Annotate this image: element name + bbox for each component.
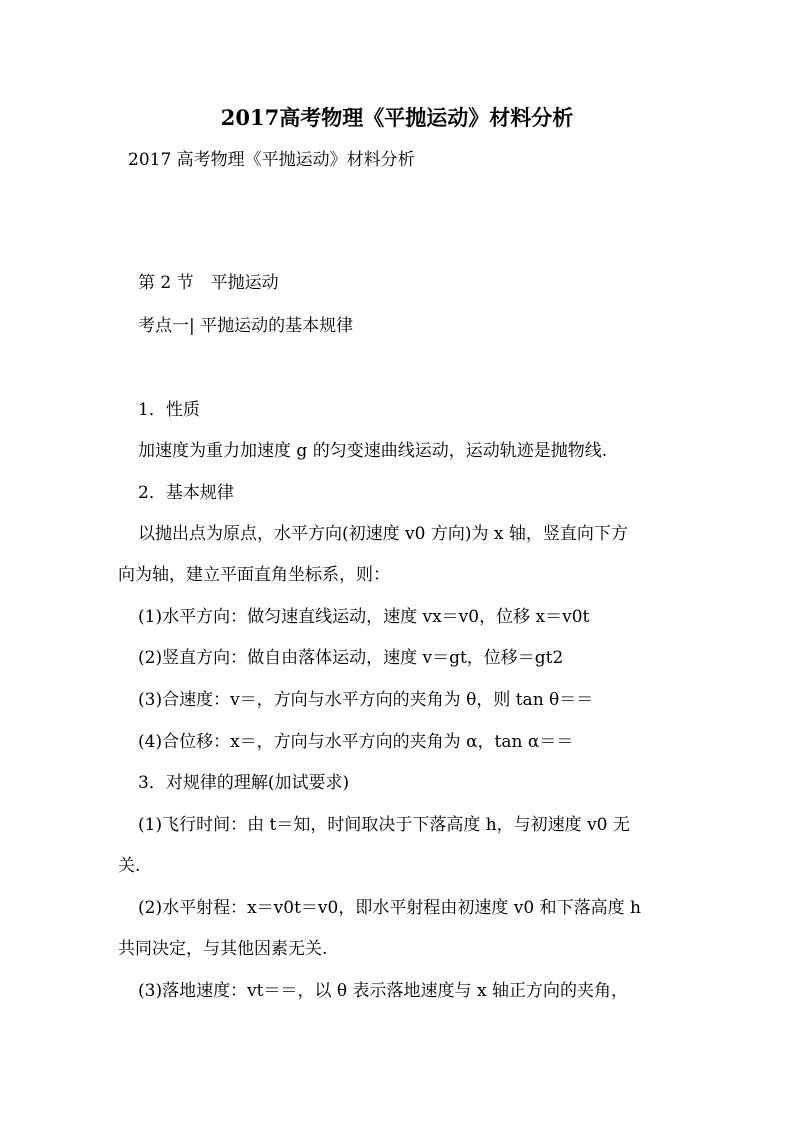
section-heading: 第 2 节 平抛运动 [138, 273, 279, 293]
paragraph-nature: 加速度为重力加速度 g 的匀变速曲线运动，运动轨迹是抛物线. [138, 441, 608, 461]
horizontal-range-line2: 共同决定，与其他因素无关. [118, 939, 328, 959]
law-vertical: (2)竖直方向：做自由落体运动，速度 v＝gt，位移＝gt2 [138, 648, 564, 668]
horizontal-range-line1: (2)水平射程：x＝v0t＝v0，即水平射程由初速度 v0 和下落高度 h [138, 898, 641, 918]
landing-velocity-line1: (3)落地速度：vt＝＝，以 θ 表示落地速度与 x 轴正方向的夹角， [138, 981, 628, 1001]
document-title: 2017高考物理《平抛运动》材料分析 [220, 105, 574, 130]
flight-time-line2: 关. [118, 856, 141, 876]
paragraph-coordinate-line1: 以抛出点为原点，水平方向(初速度 v0 方向)为 x 轴，竖直向下方 [138, 524, 628, 544]
topic-heading: 考点一| 平抛运动的基本规律 [138, 316, 354, 336]
law-resultant-velocity: (3)合速度：v＝，方向与水平方向的夹角为 θ，则 tan θ＝＝ [138, 690, 594, 710]
law-horizontal: (1)水平方向：做匀速直线运动，速度 vx＝v0，位移 x＝v0t [138, 607, 590, 627]
item-heading-nature: 1．性质 [138, 400, 200, 420]
paragraph-coordinate-line2: 向为轴，建立平面直角坐标系，则： [118, 565, 390, 585]
flight-time-line1: (1)飞行时间：由 t＝知，时间取决于下落高度 h，与初速度 v0 无 [138, 815, 630, 835]
law-resultant-displacement: (4)合位移：x＝，方向与水平方向的夹角为 α，tan α＝＝ [138, 732, 574, 752]
item-heading-basic-laws: 2．基本规律 [138, 483, 234, 503]
item-heading-understanding: 3．对规律的理解(加试要求) [138, 773, 350, 793]
document-subtitle: 2017 高考物理《平抛运动》材料分析 [128, 150, 415, 170]
